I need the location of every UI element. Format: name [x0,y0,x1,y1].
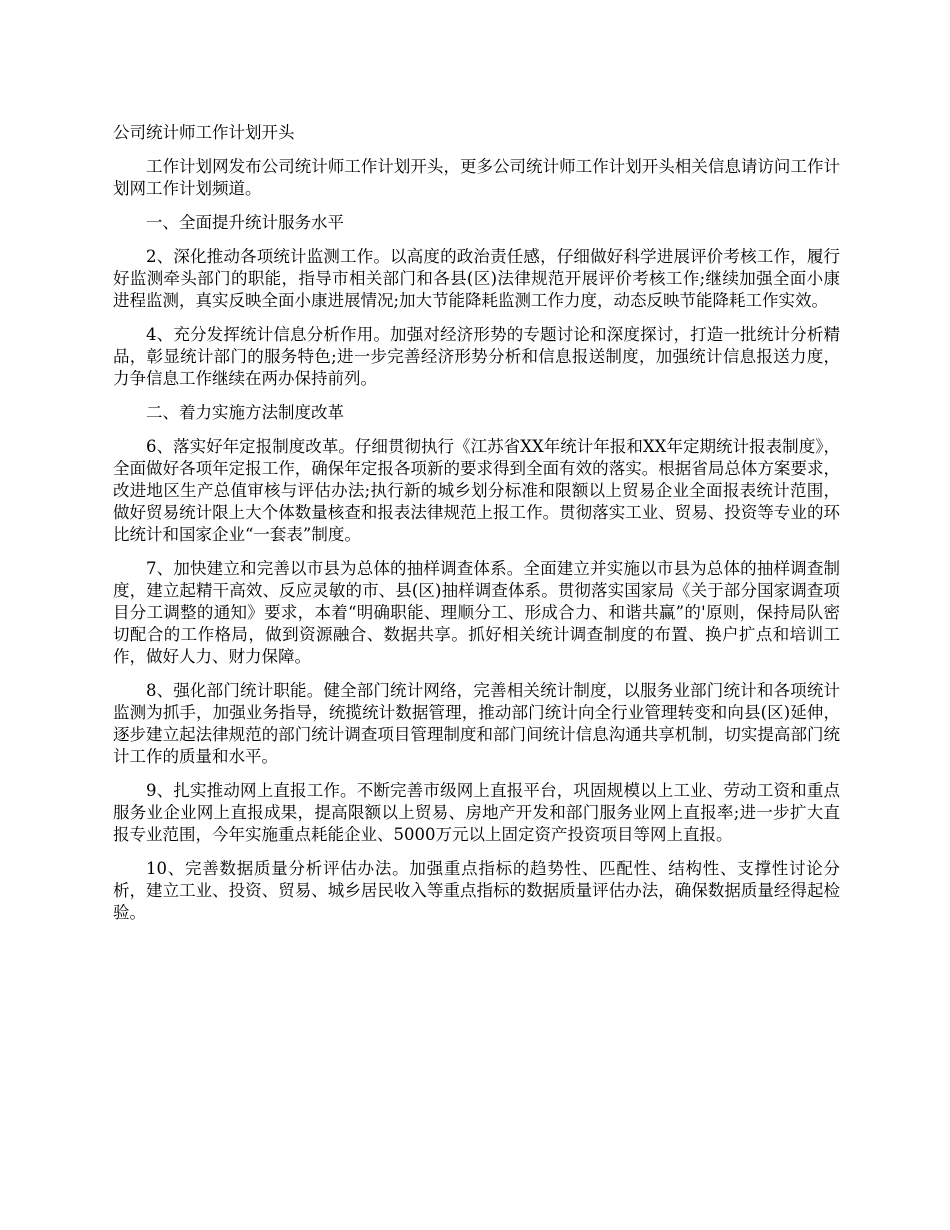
paragraph-item-10: 10、完善数据质量分析评估办法。加强重点指标的趋势性、匹配性、结构性、支撑性讨论分析，建立工业、投资、贸易、城乡居民收入等重点指标的数据质量评估办法，确保数据质量经得起检验。 [113,859,840,922]
intro-paragraph: 工作计划网发布公司统计师工作计划开头，更多公司统计师工作计划开头相关信息请访问工作计划网工作计划频道。 [113,157,840,198]
document-page [113,122,840,936]
document-title: 公司统计师工作计划开头 [113,123,295,142]
section-heading-1: 一、全面提升统计服务水平 [146,213,344,232]
paragraph-item-9: 9、扎实推动网上直报工作。不断完善市级网上直报平台，巩固规模以上工业、劳动工资和重点服务业企业网上直报成果，提高限额以上贸易、房地产开发和部门服务业网上直报率;进一步扩大直报专业范围，今年实施重点耗能企业、5000万元以上固定资产投资项目等网上直报。 [113,781,840,844]
paragraph-item-2: 2、深化推动各项统计监测工作。以高度的政治责任感，仔细做好科学进展评价考核工作，履行好监测牵头部门的职能，指导市相关部门和各县(区)法律规范开展评价考核工作;继续加强全面小康进程监测，真实反映全面小康进展情况;加大节能降耗监测工作力度，动态反映节能降耗工作实效。 [113,247,840,310]
paragraph-item-8: 8、强化部门统计职能。健全部门统计网络，完善相关统计制度，以服务业部门统计和各项统计监测为抓手，加强业务指导，统揽统计数据管理，推动部门统计向全行业管理转变和向县(区)延伸，逐步建立起法律规范的部门统计调查项目管理制度和部门间统计信息沟通共享机制，切实提高部门统计工作的质量和水平。 [113,681,840,766]
paragraph-item-4: 4、充分发挥统计信息分析作用。加强对经济形势的专题讨论和深度探讨，打造一批统计分析精品，彰显统计部门的服务特色;进一步完善经济形势分析和信息报送制度，加强统计信息报送力度，力争信息工作继续在两办保持前列。 [113,325,840,388]
section-heading-2: 二、着力实施方法制度改革 [146,403,344,422]
paragraph-item-7: 7、加快建立和完善以市县为总体的抽样调查体系。全面建立并实施以市县为总体的抽样调查制度，建立起精干高效、反应灵敏的市、县(区)抽样调查体系。贯彻落实国家局《关于部分国家调查项目分工调整的通知》要求，本着“明确职能、理顺分工、形成合力、和谐共赢”的'原则，保持局队密切配合的工作格局，做到资源融合、数据共享。抓好相关统计调查制度的布置、换户扩点和培训工作，做好人力、财力保障。 [113,559,840,666]
paragraph-item-6: 6、落实好年定报制度改革。仔细贯彻执行《江苏省XX年统计年报和XX年定期统计报表制度》，全面做好各项年定报工作，确保年定报各项新的要求得到全面有效的落实。根据省局总体方案要求，改进地区生产总值审核与评估办法;执行新的城乡划分标准和限额以上贸易企业全面报表统计范围，做好贸易统计限上大个体数量核查和报表法律规范上报工作。贯彻落实工业、贸易、投资等专业的环比统计和国家企业“一套表”制度。 [113,437,840,544]
